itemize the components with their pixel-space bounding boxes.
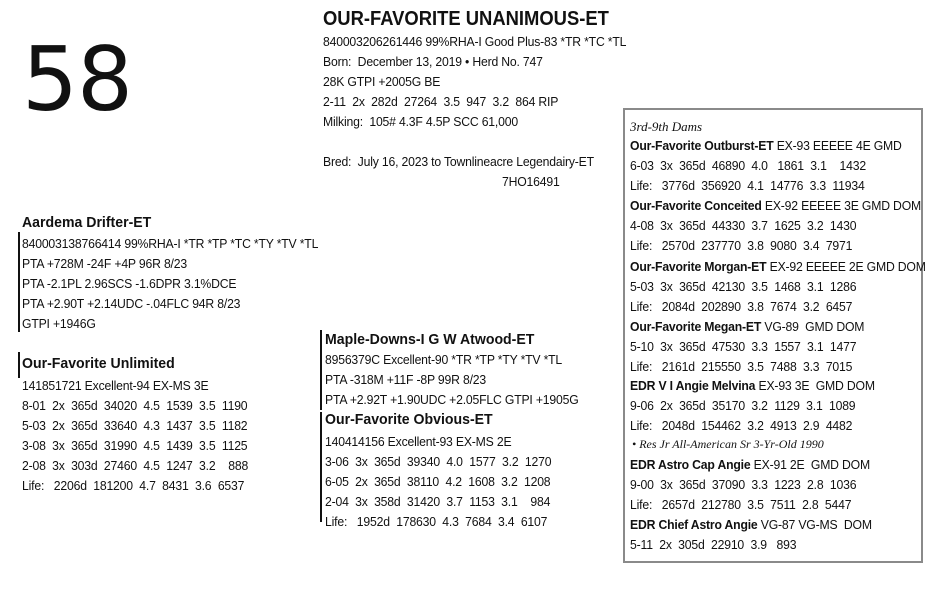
dams-box-heading: 3rd-9th Dams (630, 119, 703, 134)
mgs-name: Maple-Downs-I G W Atwood-ET (325, 331, 535, 348)
dam-line: Life: 2206d 181200 4.7 8431 3.6 6537 (22, 478, 245, 493)
animal-milking-line: Milking: 105# 4.3F 4.5P SCC 61,000 (323, 114, 518, 129)
box-dam-name: Our-Favorite Morgan-ET (630, 259, 767, 274)
granddam-line: Life: 1952d 178630 4.3 7684 3.4 6107 (325, 514, 548, 529)
granddam-name: Our-Favorite Obvious-ET (325, 411, 493, 428)
mgs-line: PTA -318M +11F -8P 99R 8/23 (325, 372, 487, 387)
dam-bracket (18, 352, 20, 378)
box-dam-name: Our-Favorite Megan-ET (630, 319, 762, 334)
mgs-line: PTA +2.92T +1.90UDC +2.05FLC GTPI +1905G (325, 392, 579, 407)
box-dam-class: VG-87 VG-MS DOM (757, 517, 872, 532)
mgs-bracket (320, 330, 322, 410)
sire-line: PTA +728M -24F +4P 96R 8/23 (22, 256, 187, 271)
box-dam-header (630, 455, 870, 475)
box-dam-line: Life: 3776d 356920 4.1 14776 3.3 11934 (630, 178, 865, 193)
box-dam-header (630, 257, 926, 277)
box-dam-line: Life: 2084d 202890 3.8 7674 3.2 6457 (630, 299, 853, 314)
box-dam-line: 5-10 3x 365d 47530 3.3 1557 3.1 1477 (630, 339, 857, 354)
box-dam-header (630, 515, 872, 535)
sire-bracket (18, 232, 20, 332)
sire-name: Aardema Drifter-ET (22, 214, 152, 231)
box-dam-name: Our-Favorite Conceited (630, 198, 762, 213)
animal-born-line: Born: December 13, 2019 • Herd No. 747 (323, 54, 543, 69)
dam-line: 8-01 2x 365d 34020 4.5 1539 3.5 1190 (22, 398, 248, 413)
lot-number: 58 (22, 28, 132, 131)
box-dam-header (630, 376, 875, 396)
mgs-line: 8956379C Excellent-90 *TR *TP *TY *TV *TL (325, 352, 563, 367)
box-dam-class: EX-92 EEEEE 2E GMD DOM (766, 259, 926, 274)
granddam-line: 3-06 3x 365d 39340 4.0 1577 3.2 1270 (325, 454, 552, 469)
box-dam-line: 4-08 3x 365d 44330 3.7 1625 3.2 1430 (630, 218, 857, 233)
box-dam-header (630, 136, 902, 156)
box-dam-name: Our-Favorite Outburst-ET (630, 138, 774, 153)
granddam-line: 140414156 Excellent-93 EX-MS 2E (325, 434, 512, 449)
box-dam-line: Life: 2570d 237770 3.8 9080 3.4 7971 (630, 238, 853, 253)
animal-gtpi-line: 28K GTPI +2005G BE (323, 74, 441, 89)
animal-record-line: 2-11 2x 282d 27264 3.5 947 3.2 864 RIP (323, 94, 559, 109)
animal-title: OUR-FAVORITE UNANIMOUS-ET (323, 8, 609, 30)
bred-line: Bred: July 16, 2023 to Townlineacre Legendairy-ET (323, 154, 594, 169)
dam-line: 2-08 3x 303d 27460 4.5 1247 3.2 888 (22, 458, 249, 473)
box-dam-name: EDR Chief Astro Angie (630, 517, 758, 532)
box-dam-line: 9-00 3x 365d 37090 3.3 1223 2.8 1036 (630, 477, 857, 492)
box-dam-class: EX-93 3E GMD DOM (755, 378, 875, 393)
granddam-line: 6-05 2x 365d 38110 4.2 1608 3.2 1208 (325, 474, 551, 489)
box-dam-line: 5-11 2x 305d 22910 3.9 893 (630, 537, 797, 552)
box-dam-note: • Res Jr All-American Sr 3-Yr-Old 1990 (632, 437, 824, 451)
box-dam-line: 5-03 3x 365d 42130 3.5 1468 3.1 1286 (630, 279, 857, 294)
box-dam-name: EDR Astro Cap Angie (630, 457, 751, 472)
sire-line: PTA -2.1PL 2.96SCS -1.6DPR 3.1%DCE (22, 276, 237, 291)
granddam-line: 2-04 3x 358d 31420 3.7 1153 3.1 984 (325, 494, 551, 509)
sire-line: 840003138766414 99%RHA-I *TR *TP *TC *TY *TV *TL (22, 236, 319, 251)
box-dam-line: Life: 2161d 215550 3.5 7488 3.3 7015 (630, 359, 853, 374)
box-dam-line: Life: 2657d 212780 3.5 7511 2.8 5447 (630, 497, 852, 512)
dam-line: 5-03 2x 365d 33640 4.3 1437 3.5 1182 (22, 418, 248, 433)
box-dam-header (630, 317, 864, 337)
box-dam-line: 9-06 2x 365d 35170 3.2 1129 3.1 1089 (630, 398, 856, 413)
sire-line: GTPI +1946G (22, 316, 96, 331)
dam-line: 3-08 3x 365d 31990 4.5 1439 3.5 1125 (22, 438, 248, 453)
box-dam-class: EX-91 2E GMD DOM (750, 457, 870, 472)
box-dam-line: Life: 2048d 154462 3.2 4913 2.9 4482 (630, 418, 853, 433)
dam-name: Our-Favorite Unlimited (22, 355, 175, 372)
box-dam-class: EX-93 EEEEE 4E GMD (773, 138, 902, 153)
box-dam-header (630, 196, 921, 216)
box-dam-name: EDR V I Angie Melvina (630, 378, 756, 393)
animal-id-line: 840003206261446 99%RHA-I Good Plus-83 *TR *TC *TL (323, 34, 627, 49)
box-dam-line: 6-03 3x 365d 46890 4.0 1861 3.1 1432 (630, 158, 866, 173)
sire-line: PTA +2.90T +2.14UDC -.04FLC 94R 8/23 (22, 296, 241, 311)
box-dam-class: VG-89 GMD DOM (761, 319, 865, 334)
dam-line: 141851721 Excellent-94 EX-MS 3E (22, 378, 209, 393)
granddam-bracket (320, 412, 322, 522)
box-dam-class: EX-92 EEEEE 3E GMD DOM (761, 198, 922, 213)
bred-code: 7HO16491 (502, 174, 560, 189)
